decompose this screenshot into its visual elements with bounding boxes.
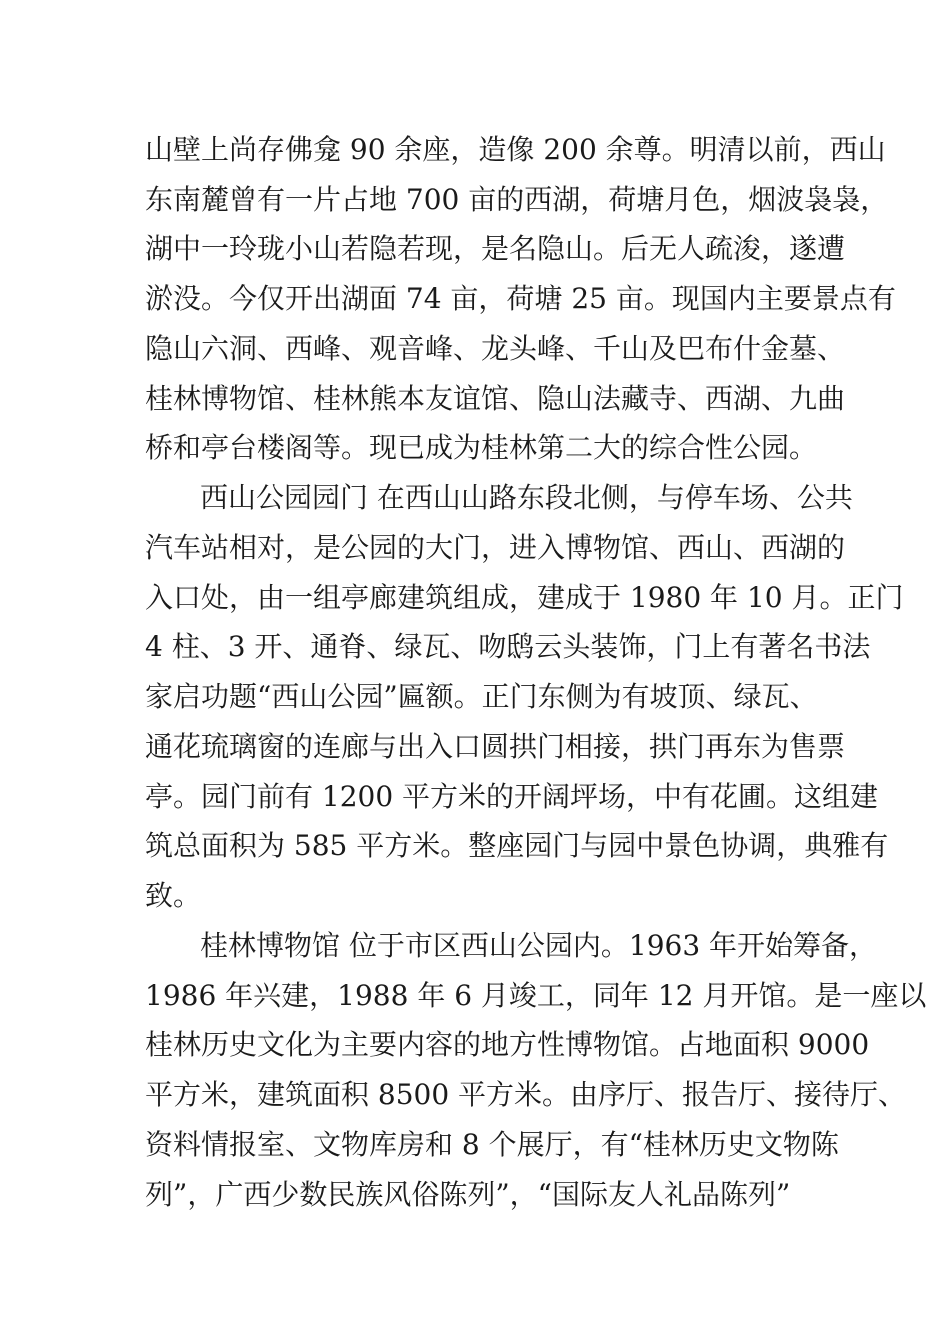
text-line: 平方米，建筑面积 8500 平方米。由序厅、报告厅、接待厅、 (145, 1078, 907, 1111)
text-line: 湖中一玲珑小山若隐若现，是名隐山。后无人疏浚，遂遭 (145, 232, 846, 265)
text-line: 淤没。今仅开出湖面 74 亩，荷塘 25 亩。现国内主要景点有 (145, 282, 896, 315)
text-line: 通花琉璃窗的连廊与出入口圆拱门相接，拱门再东为售票 (145, 730, 846, 763)
text-line: 入口处，由一组亭廊建筑组成，建成于 1980 年 10 月。正门 (145, 581, 904, 614)
text-line: 汽车站相对，是公园的大门，进入博物馆、西山、西湖的 (145, 531, 846, 564)
text-line: 桂林博物馆、桂林熊本友谊馆、隐山法藏寺、西湖、九曲 (145, 382, 846, 415)
text-line: 致。 (145, 879, 202, 912)
text-line: 东南麓曾有一片占地 700 亩的西湖，荷塘月色，烟波袅袅， (145, 183, 889, 216)
text-line: 家启功题“西山公园”匾额。正门东侧为有坡顶、绿瓦、 (145, 680, 818, 713)
text-line: 列”，广西少数民族风俗陈列”，“国际友人礼品陈列” (145, 1178, 791, 1211)
paragraph-start-line: 桂林博物馆 位于市区西山公园内。1963 年开始筹备， (200, 929, 878, 962)
text-line: 桂林历史文化为主要内容的地方性博物馆。占地面积 9000 (145, 1028, 870, 1061)
text-line: 隐山六洞、西峰、观音峰、龙头峰、千山及巴布什金墓、 (145, 332, 846, 365)
text-line: 4 柱、3 开、通脊、绿瓦、吻鸱云头装饰，门上有著名书法 (145, 630, 871, 663)
text-line: 资料情报室、文物库房和 8 个展厅，有“桂林历史文物陈 (145, 1128, 839, 1161)
text-line: 山壁上尚存佛龛 90 余座，造像 200 余尊。明清以前，西山 (145, 133, 886, 166)
text-line: 桥和亭台楼阁等。现已成为桂林第二大的综合性公园。 (145, 431, 818, 464)
text-line: 筑总面积为 585 平方米。整座园门与园中景色协调，典雅有 (145, 829, 889, 862)
text-line: 亭。园门前有 1200 平方米的开阔坪场，中有花圃。这组建 (145, 780, 879, 813)
paragraph-start-line: 西山公园园门 在西山山路东段北侧，与停车场、公共 (200, 481, 853, 514)
text-line: 1986 年兴建，1988 年 6 月竣工，同年 12 月开馆。是一座以 (145, 979, 927, 1012)
